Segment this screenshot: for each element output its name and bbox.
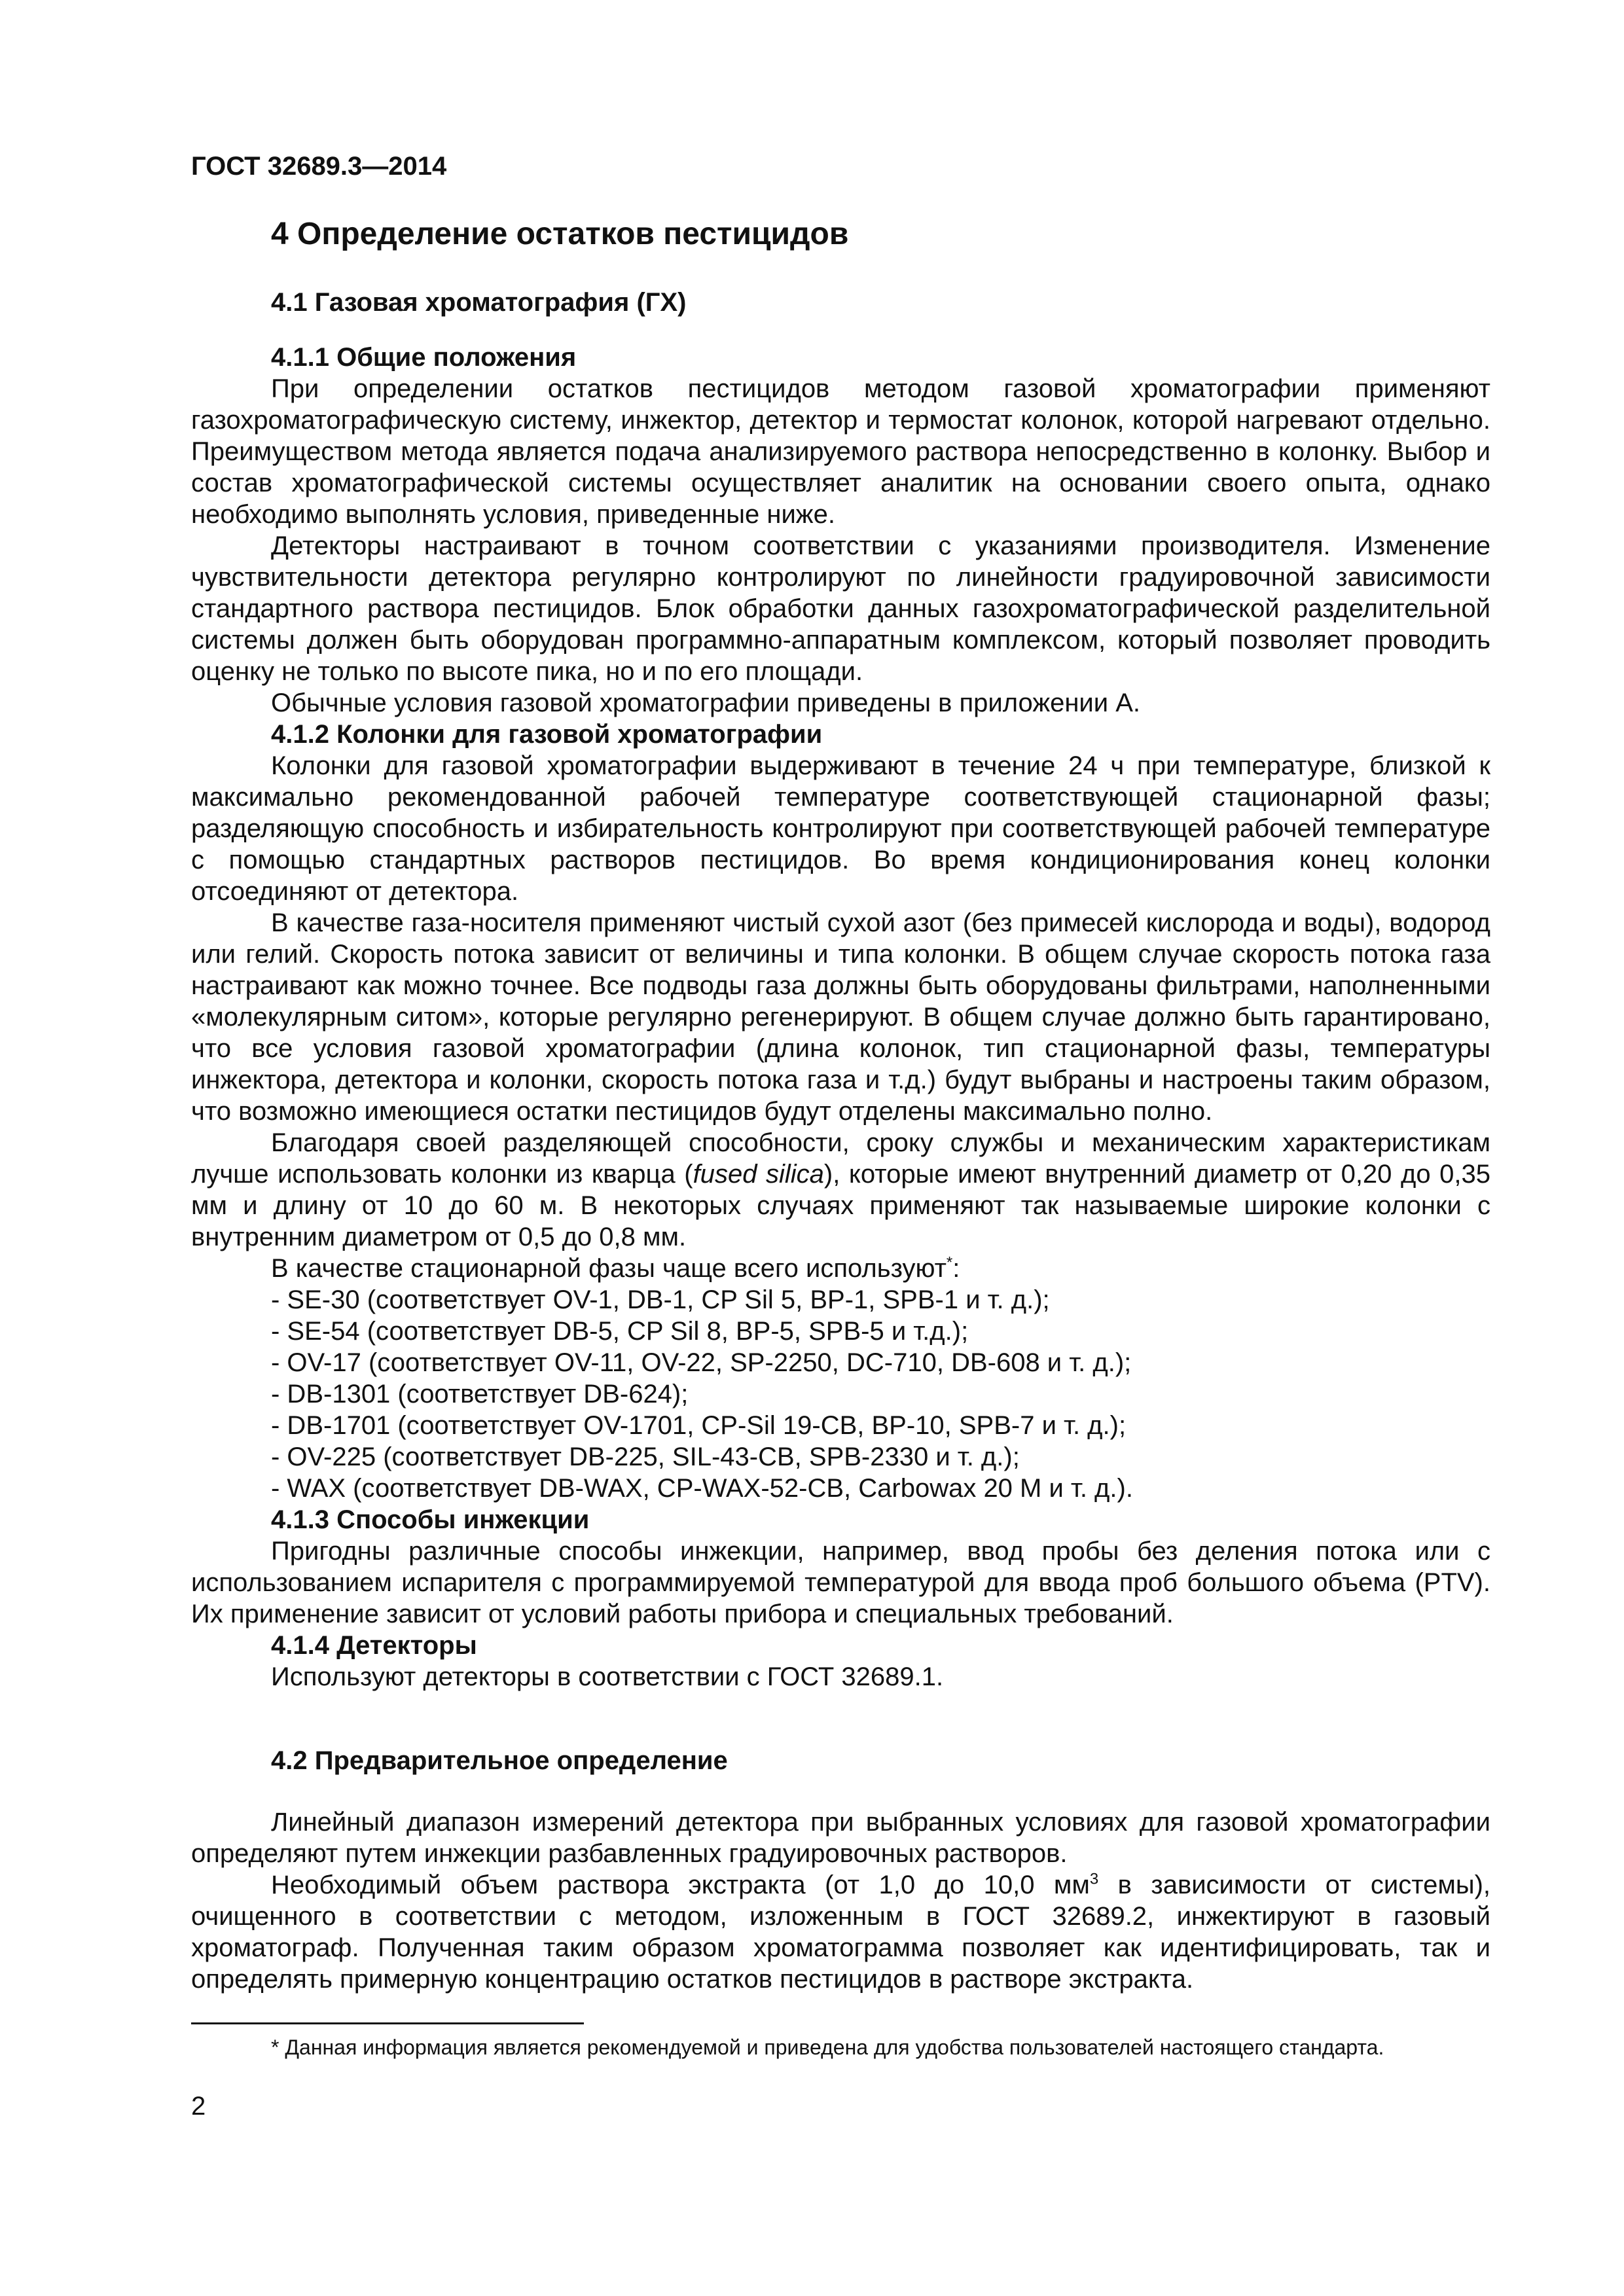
list-item: - WAX (соответствует DB-WAX, CP-WAX-52-CB, Carbowax 20 M и т. д.). (271, 1474, 1133, 1503)
paragraph-general-2: Детекторы настраивают в точном соответствии с указаниями производителя. Изменение чувствительности детектора регулярно контролируют по линейности градуировочной зависимости стандартного раствора пестицидов. Блок обработки данных газохроматографической разделительной системы должен быть оборудован программно-аппаратным комплексом, который позволяет проводить оценку не только по высоте пика, но и по его площади. (191, 531, 1490, 686)
section-4-1-body (191, 342, 1490, 1693)
paragraph-columns-1: Колонки для газовой хроматографии выдерживают в течение 24 ч при температуре, близкой к максимально рекомендованной рабочей температуре соответствующей стационарной фазы; разделяющую способность и избирательность контролируют при соответствующей рабочей температуре с помощью стандартных растворов пестицидов. Во время кондиционирования конец колонки отсоединяют от детектора. (191, 751, 1490, 906)
section-4-1-2-title: 4.1.2 Колонки для газовой хроматографии (271, 720, 823, 749)
paragraph-general-3: Обычные условия газовой хроматографии приведены в приложении А. (271, 689, 1141, 717)
paragraph-phase-intro: В качестве стационарной фазы чаще всего используют*: (271, 1253, 960, 1283)
list-item: - SE-54 (соответствует DB-5, CP Sil 8, BP-5, SPB-5 и т.д.); (271, 1317, 969, 1346)
paragraph-general-1: При определении остатков пестицидов методом газовой хроматографии применяют газохроматографическую систему, инжектор, детектор и термостат колонок, которой нагревают отдельно. Преимуществом метода является подача анализируемого раствора непосредственно в колонку. Выбор и состав хроматографической системы осуществляет аналитик на основании своего опыта, однако необходимо выполнять условия, приведенные ниже. (191, 374, 1490, 529)
paragraph-preliminary-2: Необходимый объем раствора экстракта (от 1,0 до 10,0 $мм^3$ в зависимости от системы), очищенного в соответствии с методом, изложенным в ГОСТ 32689.2, инжектируют в газовый хроматограф. Полученная таким образом хроматограмма позволяет как идентифицировать, так и определять примерную концентрацию остатков пестицидов в растворе экстракта. (191, 1870, 1490, 1994)
footnote-text: * Данная информация является рекомендуемой и приведена для удобства пользователей настоящего стандарта. (271, 2036, 1384, 2059)
document-number: ГОСТ 32689.3—2014 (191, 152, 447, 181)
section-4-title: 4 Определение остатков пестицидов (271, 217, 849, 251)
list-item: - OV-225 (соответствует DB-225, SIL-43-CB, SPB-2330 и т. д.); (271, 1443, 1020, 1471)
section-4-1-title: 4.1 Газовая хроматография (ГХ) (271, 288, 687, 317)
footnote-marker: * (946, 1253, 953, 1272)
list-item: - DB-1701 (соответствует OV-1701, CP-Sil 19-CB, BP-10, SPB-7 и т. д.); (271, 1411, 1127, 1440)
footnote-divider (191, 2022, 584, 2024)
section-4-1-4-title: 4.1.4 Детекторы (271, 1631, 477, 1660)
section-4-1-1-title: 4.1.1 Общие положения (271, 343, 577, 372)
paragraph-columns-2: В качестве газа-носителя применяют чистый сухой азот (без примесей кислорода и воды), водород или гелий. Скорость потока зависит от величины и типа колонки. В общем случае скорость потока газа настраивают как можно точнее. Все подводы газа должны быть оборудованы фильтрами, наполненными «молекулярным ситом», которые регулярно регенерируют. В общем случае должно быть гарантировано, что все условия газовой хроматографии (длина колонок, тип стационарной фазы, температуры инжектора, детектора и колонки, скорость потока газа и т.д.) будут выбраны и настроены таким образом, что возможно имеющиеся остатки пестицидов будут отделены максимально полно. (191, 908, 1490, 1126)
paragraph-injection: Пригодны различные способы инжекции, например, ввод пробы без деления потока или с использованием испарителя с программируемой температурой для ввода проб большого объема (PTV). Их применение зависит от условий работы прибора и специальных требований. (191, 1537, 1490, 1628)
paragraph-preliminary-1: Линейный диапазон измерений детектора при выбранных условиях для газовой хроматографии определяют путем инжекции разбавленных градуировочных растворов. (191, 1808, 1490, 1868)
section-4-1-3-title: 4.1.3 Способы инжекции (271, 1505, 590, 1534)
superscript-3: 3 (1089, 1870, 1099, 1888)
section-4-2-title: 4.2 Предварительное определение (271, 1746, 728, 1775)
fused-silica-term: fused silica (693, 1160, 824, 1189)
page-number: 2 (191, 2092, 206, 2121)
list-item: - DB-1301 (соответствует DB-624); (271, 1380, 689, 1408)
paragraph-columns-3: Благодаря своей разделяющей способности, сроку службы и механическим характеристикам лучше использовать колонки из кварца (fused silica), которые имеют внутренний диаметр от 0,20 до 0,35 мм и длину от 10 до 60 м. В некоторых случаях применяют так называемые широкие колонки с внутренним диаметром от 0,5 до 0,8 мм. (191, 1128, 1490, 1251)
list-item: - OV-17 (соответствует OV-11, OV-22, SP-2250, DC-710, DB-608 и т. д.); (271, 1348, 1132, 1377)
section-4-2-body (191, 1806, 1490, 1995)
paragraph-detectors: Используют детекторы в соответствии с ГОСТ 32689.1. (271, 1662, 944, 1691)
list-item: - SE-30 (соответствует OV-1, DB-1, CP Sil 5, BP-1, SPB-1 и т. д.); (271, 1285, 1050, 1314)
